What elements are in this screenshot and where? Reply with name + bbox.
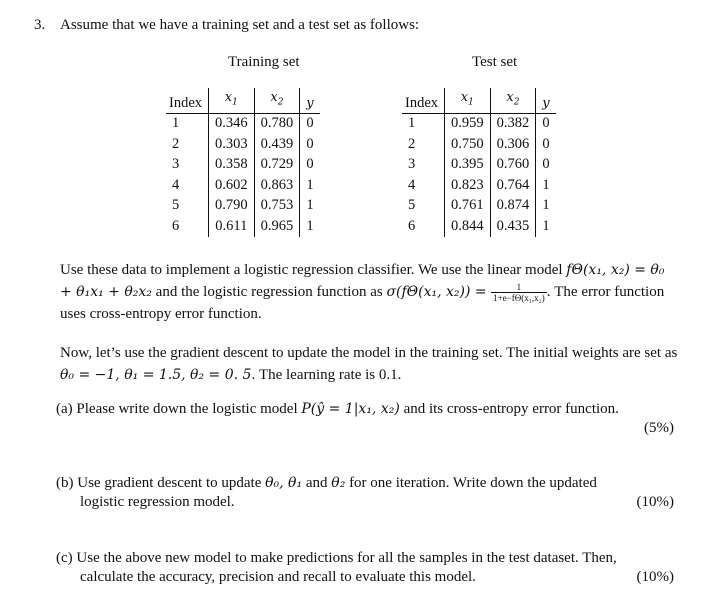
subquestion-c xyxy=(56,549,674,587)
question-number: 3. xyxy=(34,17,46,33)
table-row xyxy=(402,175,556,196)
cell-y: 1 xyxy=(536,175,556,196)
cell-index: 3 xyxy=(408,156,416,173)
subquestion-a-text-after: and its cross-entropy error function. xyxy=(399,401,619,417)
subquestion-a-label: (a) xyxy=(56,401,73,417)
cell-index: 2 xyxy=(172,135,180,152)
table-row xyxy=(166,134,320,155)
table-row xyxy=(166,216,320,237)
cell-index: 4 xyxy=(172,176,180,193)
header-y: y xyxy=(536,88,556,113)
subquestion-a-math: P(ŷ = 1|x₁, x₂) xyxy=(301,401,400,417)
cell-index: 2 xyxy=(408,135,416,152)
cell-y: 0 xyxy=(536,134,556,155)
table-row xyxy=(166,196,320,217)
cell-x2: 0.760 xyxy=(490,155,536,176)
cell-x2: 0.874 xyxy=(490,196,536,217)
paragraph2-tail: . The learning rate is 0.1. xyxy=(251,367,402,383)
cell-index: 5 xyxy=(408,197,416,214)
header-x1: $x_1$ xyxy=(445,88,491,113)
table-row xyxy=(402,113,556,134)
cell-index: 3 xyxy=(172,156,180,173)
cell-x1: 0.611 xyxy=(209,216,255,237)
subquestion-c-marks: (10%) xyxy=(636,569,674,585)
subquestion-b-text: Use gradient descent to update xyxy=(77,475,266,491)
cell-x2: 0.764 xyxy=(490,175,536,196)
cell-x1: 0.790 xyxy=(209,196,255,217)
cell-y: 1 xyxy=(536,196,556,217)
test-set-table xyxy=(402,88,556,237)
initial-weights: θ₀ = −1, θ₁ = 1.5, θ₂ = 0. 5 xyxy=(60,367,252,383)
table-header-row xyxy=(166,88,320,113)
cell-x2: 0.863 xyxy=(254,175,300,196)
header-y: y xyxy=(300,88,320,113)
table-row xyxy=(402,216,556,237)
cell-index: 4 xyxy=(408,176,416,193)
fraction-numerator: 1 xyxy=(491,282,547,293)
cell-x2: 0.729 xyxy=(254,155,300,176)
cell-x2: 0.965 xyxy=(254,216,300,237)
subquestion-b xyxy=(56,474,674,512)
cell-x1: 0.602 xyxy=(209,175,255,196)
table-row xyxy=(402,196,556,217)
cell-y: 0 xyxy=(300,113,320,134)
cell-x1: 0.358 xyxy=(209,155,255,176)
table-row xyxy=(166,155,320,176)
cell-y: 1 xyxy=(300,216,320,237)
linear-model-equation: fΘ(x₁, x₂) = θ₀ + θ₁x₁ + θ₂x₂ xyxy=(60,262,665,300)
subquestion-b-math: θ₀, θ₁ xyxy=(265,475,303,491)
cell-x2: 0.439 xyxy=(254,134,300,155)
subquestion-b-label: (b) xyxy=(56,475,74,491)
cell-y: 0 xyxy=(300,134,320,155)
subquestion-b-text-after: for one iteration. Write down the updated xyxy=(345,475,597,491)
subquestion-a-marks: (5%) xyxy=(644,420,674,436)
header-x1: $x_1$ xyxy=(209,88,255,113)
table-header-row xyxy=(402,88,556,113)
cell-x2: 0.435 xyxy=(490,216,536,237)
table-row xyxy=(166,175,320,196)
cell-x2: 0.306 xyxy=(490,134,536,155)
cell-index: 6 xyxy=(408,217,416,234)
paragraph1-tail: . The error function uses cross-entropy error function. xyxy=(60,284,665,323)
header-x2: $x_2$ xyxy=(490,88,536,113)
cell-x2: 0.780 xyxy=(254,113,300,134)
table-row xyxy=(402,155,556,176)
subquestion-b-marks: (10%) xyxy=(636,494,674,510)
cell-y: 0 xyxy=(536,113,556,134)
training-set-caption: Training set xyxy=(228,54,300,70)
subquestion-b-math2: θ₂ xyxy=(331,475,346,491)
paragraph1-lead: Use these data to implement a logistic regression classifier. We use the linear model xyxy=(60,262,567,278)
subquestion-b-line2: logistic regression model. xyxy=(80,494,235,510)
cell-x1: 0.761 xyxy=(445,196,491,217)
cell-index: 5 xyxy=(172,197,180,214)
subquestion-a-text: Please write down the logistic model xyxy=(76,401,302,417)
subquestion-c-line1: Use the above new model to make predictions for all the samples in the test dataset. Then, xyxy=(76,550,617,566)
sigmoid-equation: σ(fΘ(x₁, x₂)) = xyxy=(386,284,492,300)
paragraph1-mid: and the logistic regression function as xyxy=(151,284,387,300)
subquestion-c-label: (c) xyxy=(56,550,73,566)
training-set-table xyxy=(166,88,320,237)
cell-x1: 0.303 xyxy=(209,134,255,155)
cell-x1: 0.346 xyxy=(209,113,255,134)
subquestion-b-mid: and xyxy=(302,475,332,491)
fraction-denominator: 1+e−fΘ(x₁,x₂) xyxy=(493,293,545,304)
cell-x1: 0.395 xyxy=(445,155,491,176)
cell-y: 1 xyxy=(300,175,320,196)
paragraph2-text: Now, let’s use the gradient descent to update the model in the training set. The initial weights are set as xyxy=(60,345,678,361)
cell-x1: 0.750 xyxy=(445,134,491,155)
header-x2: $x_2$ xyxy=(254,88,300,113)
header-index: Index xyxy=(405,94,439,111)
cell-index: 1 xyxy=(408,115,416,132)
test-set-caption: Test set xyxy=(472,54,518,70)
cell-y: 0 xyxy=(300,155,320,176)
cell-x2: 0.753 xyxy=(254,196,300,217)
cell-x2: 0.382 xyxy=(490,113,536,134)
paragraph-gradient-descent xyxy=(60,342,678,386)
sigmoid-fraction xyxy=(491,282,547,303)
cell-x1: 0.844 xyxy=(445,216,491,237)
table-row xyxy=(402,134,556,155)
header-index: Index xyxy=(169,94,203,111)
cell-y: 0 xyxy=(536,155,556,176)
question-intro: Assume that we have a training set and a test set as follows: xyxy=(60,17,420,33)
cell-index: 6 xyxy=(172,217,180,234)
cell-index: 1 xyxy=(172,115,180,132)
cell-y: 1 xyxy=(300,196,320,217)
cell-x1: 0.823 xyxy=(445,175,491,196)
paragraph-model-description xyxy=(60,259,678,325)
table-row xyxy=(166,113,320,134)
cell-x1: 0.959 xyxy=(445,113,491,134)
cell-y: 1 xyxy=(536,216,556,237)
subquestion-a xyxy=(56,400,674,438)
subquestion-c-line2: calculate the accuracy, precision and recall to evaluate this model. xyxy=(80,569,476,585)
